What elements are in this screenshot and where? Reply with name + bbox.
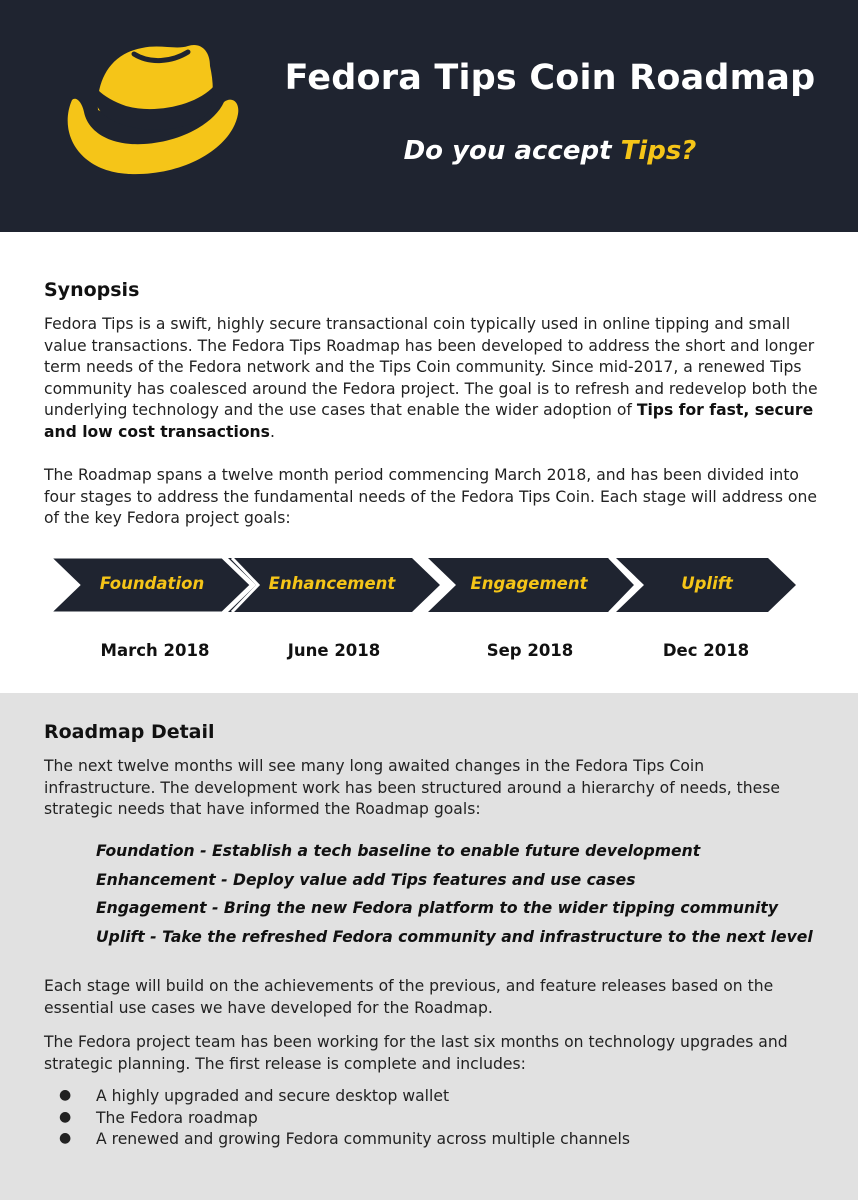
list-item-text: The Fedora roadmap xyxy=(96,1108,258,1127)
fedora-hat-icon xyxy=(64,40,240,176)
roadmap-detail-heading: Roadmap Detail xyxy=(44,721,215,743)
goal-item: Uplift - Take the refreshed Fedora community and infrastructure to the next level xyxy=(96,927,813,946)
stage-label-uplift: Uplift xyxy=(681,574,733,593)
page-subtitle xyxy=(262,136,838,166)
list-item xyxy=(56,1109,816,1131)
stage-date-engagement: Sep 2018 xyxy=(486,641,574,660)
subtitle-accent: Tips? xyxy=(620,136,697,166)
stage-date-uplift: Dec 2018 xyxy=(662,641,750,660)
release-bullet-list xyxy=(56,1087,816,1152)
stage-date-enhancement: June 2018 xyxy=(287,641,381,660)
list-item-text: A renewed and growing Fedora community across multiple channels xyxy=(96,1130,630,1148)
synopsis-paragraph-1-end: . xyxy=(269,422,275,441)
bullet-dot-icon: ● xyxy=(59,1130,72,1146)
goal-item: Enhancement - Deploy value add Tips features and use cases xyxy=(96,870,636,889)
synopsis-paragraph-1-bold: Tips for fast, secure and low cost transactions xyxy=(44,401,814,441)
roadmap-detail-paragraph-2: Each stage will build on the achievements of the previous, and feature releases based on the essential use cases we have developed for the Roadmap. xyxy=(44,977,774,1017)
bullet-dot-icon: ● xyxy=(59,1087,72,1103)
roadmap-detail-paragraph-1: The next twelve months will see many long awaited changes in the Fedora Tips Coin infrastructure. The development work has been structured around a hierarchy of needs, these strategic needs that have informed the Roadmap goals: xyxy=(44,757,780,819)
stage-label-engagement: Engagement xyxy=(470,574,588,593)
stage-label-enhancement: Enhancement xyxy=(268,574,396,593)
bullet-dot-icon: ● xyxy=(59,1108,72,1125)
roadmap-detail-paragraph-3: The Fedora project team has been working for the last six months on technology upgrades and strategic planning. The first release is complete and includes: xyxy=(44,1033,788,1073)
goals-list xyxy=(96,842,836,956)
synopsis-heading: Synopsis xyxy=(44,279,140,301)
list-item-text: A highly upgraded and secure desktop wallet xyxy=(96,1087,450,1105)
synopsis-section xyxy=(0,232,858,693)
stage-label-foundation: Foundation xyxy=(99,574,205,593)
list-item xyxy=(56,1130,816,1152)
page-title: Fedora Tips Coin Roadmap xyxy=(284,58,816,98)
subtitle-lead: Do you accept xyxy=(403,136,621,166)
synopsis-paragraph-2: The Roadmap spans a twelve month period commencing March 2018, and has been divided into four stages to address the fundamental needs of the Fedora Tips Coin. Each stage will address one of the key Fedora project goals: xyxy=(44,466,817,528)
goal-item: Engagement - Bring the new Fedora platform to the wider tipping community xyxy=(96,899,779,917)
header-banner xyxy=(0,0,858,232)
synopsis-paragraph-1-text: Fedora Tips is a swift, highly secure transactional coin typically used in online tipping and small value transactions. The Fedora Tips Roadmap has been developed to address the short and longer term needs of the Fedora network and the Tips Coin community. Since mid-2017, a renewed Tips community has coalesced around the Fedora project. The goal is to refresh and redevelop both the underlying technology and the use cases that enable the wider adoption of xyxy=(44,315,818,420)
stage-date-foundation: March 2018 xyxy=(100,641,210,660)
list-item xyxy=(56,1087,816,1109)
synopsis-paragraph-1 xyxy=(44,314,819,444)
goal-item: Foundation - Establish a tech baseline to enable future development xyxy=(96,842,701,860)
